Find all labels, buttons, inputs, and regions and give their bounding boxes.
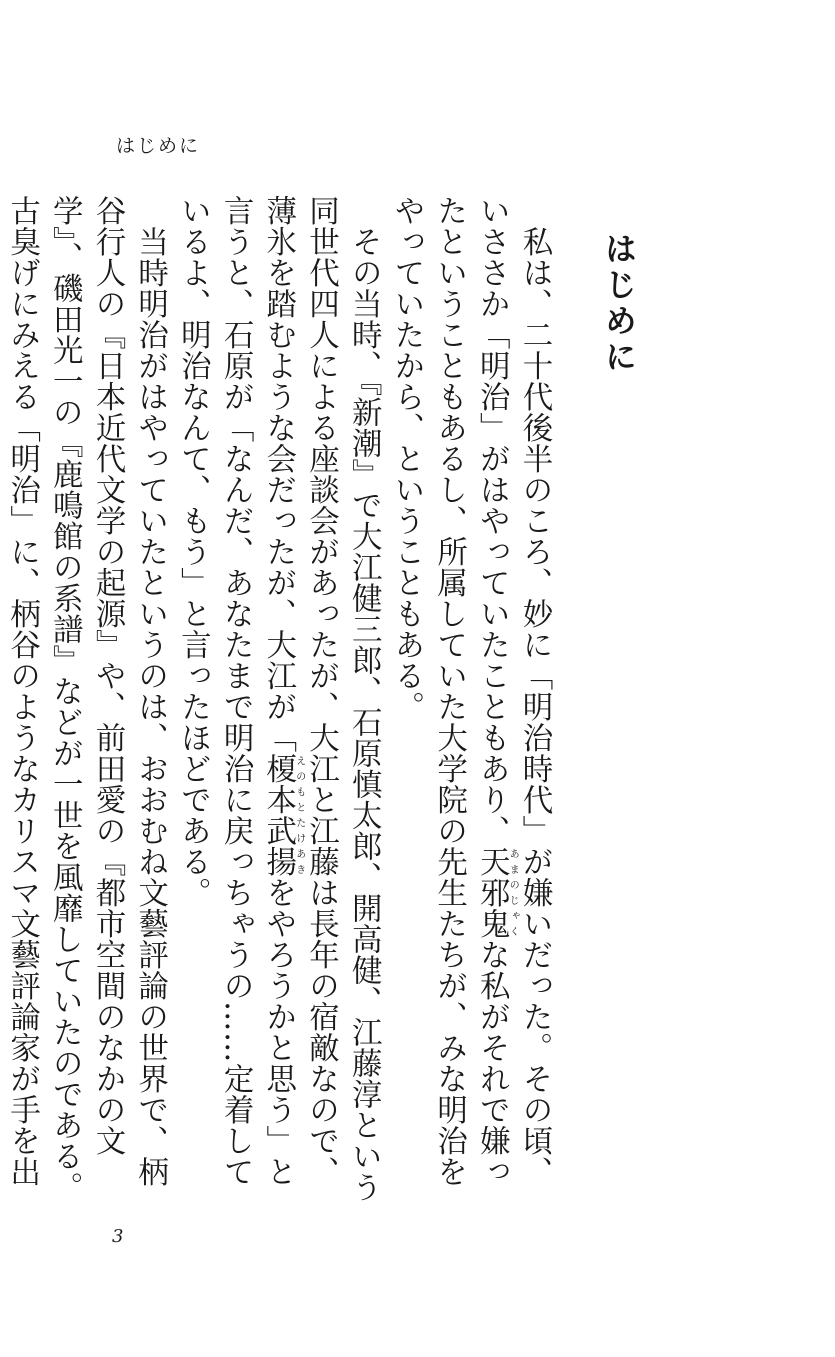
ruby-base: 天邪鬼: [474, 846, 510, 939]
text-run: 私は、二十代後半のころ、妙に「明治時代」が嫌いだった。その頃、いささか「明治」がはやっていたこともあり、: [474, 195, 552, 1187]
paragraph: [171, 195, 385, 1215]
text-run: な私がそれで嫌ったということもあるし、所属していた大学院の先生たちが、みな明治をやっていたから、ということもある。: [388, 195, 510, 1187]
running-head: はじめに: [116, 135, 201, 157]
chapter-title: はじめに: [600, 232, 638, 376]
ruby-reading: あまのじゃく: [507, 846, 519, 939]
page-number: 3: [112, 1226, 124, 1247]
ruby-word: [260, 753, 305, 877]
ruby-word: [474, 846, 519, 939]
paragraph: [0, 195, 171, 1215]
text-run: をやろうかと思う」と言うと、石原が「なんだ、あなたまで明治に戻っちゃうの……定着しているよ、明治なんて、もう」と言ったほどである。: [175, 195, 296, 1187]
ruby-base: 榎本武揚: [260, 753, 296, 877]
body-text: [4, 195, 555, 1215]
text-run: 当時明治がはやっていたというのは、おおむね文藝評論の世界で、柄谷行人の『日本近代文学の起源』や、前田愛の『都市空間のなかの文学』、磯田光一の『鹿鳴館の系譜』などが一世を風靡していたのである。古臭げにみえる「明治」に、柄谷のようなカリスマ文藝評論家が手を出: [4, 195, 168, 1203]
text-run: その当時、『新潮』で大江健三郎、石原慎太郎、開高健、江藤淳という同世代四人による座談会があったが、大江と江藤は長年の宿敵なので、薄氷を踏むような会だったが、大江が「: [260, 195, 382, 1203]
paragraph: [384, 195, 555, 1215]
ruby-reading: えのもとたけあき: [293, 753, 305, 877]
